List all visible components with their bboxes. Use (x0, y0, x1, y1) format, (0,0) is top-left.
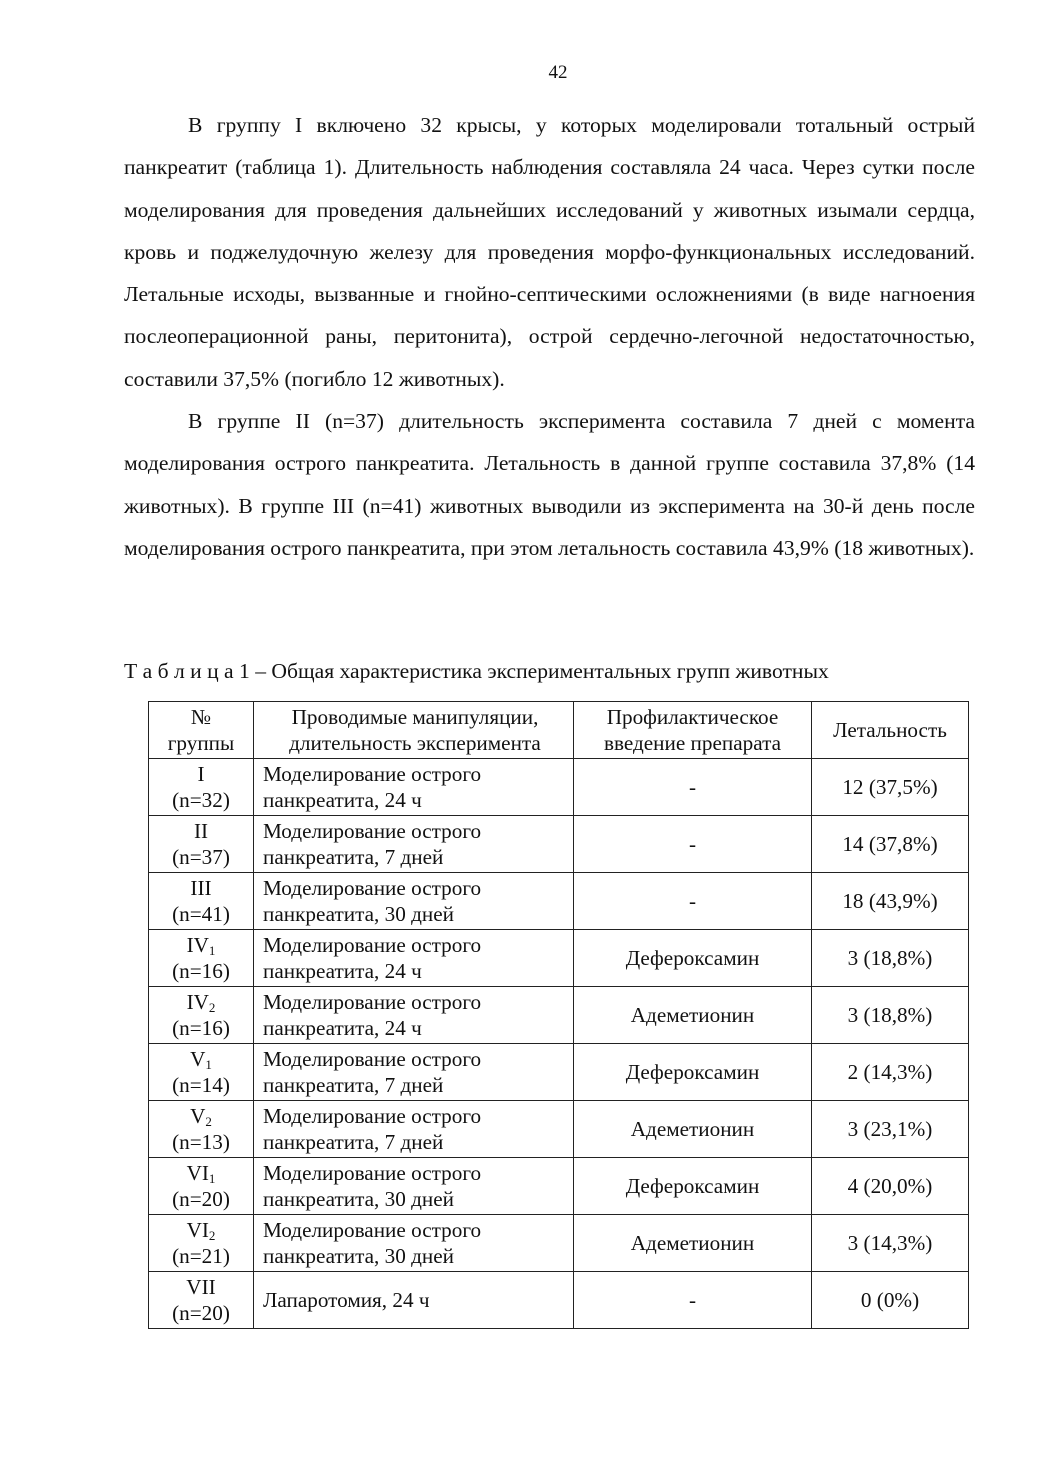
group-numeral: VII (186, 1274, 216, 1299)
header-prevention-line-2: введение препарата (603, 730, 782, 755)
cell-prevention: - (574, 759, 812, 816)
cell-group (149, 930, 254, 987)
header-procedure-line-1: Проводимые манипуляции, (291, 704, 539, 729)
cell-procedure (254, 1044, 574, 1101)
table-row (149, 1044, 969, 1101)
group-size: (n=20) (172, 1186, 230, 1211)
procedure-line: панкреатита, 24 ч (263, 1015, 422, 1040)
cell-group (149, 816, 254, 873)
procedure-line: панкреатита, 30 дней (263, 1186, 454, 1211)
group-subscript: 1 (208, 942, 216, 958)
procedure-line: Моделирование острого (263, 1160, 482, 1185)
group-subscript: 2 (208, 999, 216, 1015)
table-row (149, 1272, 969, 1329)
groups-table (148, 701, 969, 1329)
group-numeral: VI (186, 1160, 209, 1185)
cell-lethality: 3 (14,3%) (812, 1215, 969, 1272)
procedure-line: Моделирование острого (263, 1217, 482, 1242)
cell-group (149, 1044, 254, 1101)
group-id (187, 933, 216, 957)
cell-group (149, 873, 254, 930)
group-numeral: IV (186, 932, 209, 957)
cell-lethality: 14 (37,8%) (812, 816, 969, 873)
procedure-line: Моделирование острого (263, 932, 482, 957)
page-number: 42 (548, 62, 568, 83)
procedure-line: панкреатита, 30 дней (263, 901, 454, 926)
group-size: (n=20) (172, 1300, 230, 1325)
group-size: (n=16) (172, 1015, 230, 1040)
cell-procedure (254, 873, 574, 930)
procedure-line: Моделирование острого (263, 989, 482, 1014)
procedure-line: Моделирование острого (263, 1046, 482, 1071)
cell-prevention: Дефероксамин (574, 930, 812, 987)
cell-lethality: 18 (43,9%) (812, 873, 969, 930)
cell-lethality: 2 (14,3%) (812, 1044, 969, 1101)
procedure-line: Моделирование острого (263, 818, 482, 843)
cell-procedure (254, 759, 574, 816)
cell-prevention: - (574, 1272, 812, 1329)
procedure-line: панкреатита, 30 дней (263, 1243, 454, 1268)
group-id (190, 1104, 212, 1128)
cell-prevention: Дефероксамин (574, 1158, 812, 1215)
group-numeral: IV (186, 989, 209, 1014)
cell-prevention: Адеметионин (574, 1101, 812, 1158)
table-row (149, 930, 969, 987)
procedure-line: панкреатита, 24 ч (263, 787, 422, 812)
cell-procedure (254, 816, 574, 873)
body-text (124, 104, 975, 569)
group-id (190, 1047, 212, 1071)
cell-group (149, 1215, 254, 1272)
group-numeral: VI (186, 1217, 209, 1242)
group-size: (n=16) (172, 958, 230, 983)
table-body (149, 759, 969, 1329)
table-row (149, 1158, 969, 1215)
header-prevention-line-1: Профилактическое (606, 704, 779, 729)
cell-prevention: - (574, 873, 812, 930)
table-row (149, 1101, 969, 1158)
header-procedure-line-2: длительность эксперимента (289, 730, 541, 755)
procedure-line: Моделирование острого (263, 1103, 482, 1128)
group-numeral: II (193, 818, 209, 843)
group-subscript: 2 (208, 1227, 216, 1243)
cell-prevention: Дефероксамин (574, 1044, 812, 1101)
group-id (194, 819, 208, 843)
cell-procedure (254, 1215, 574, 1272)
group-numeral: V (190, 1046, 206, 1071)
group-subscript: 1 (208, 1170, 216, 1186)
header-lethality: Летальность (812, 702, 969, 759)
group-id (187, 1161, 216, 1185)
group-size: (n=21) (172, 1243, 230, 1268)
group-size: (n=32) (172, 787, 230, 812)
cell-procedure (254, 1158, 574, 1215)
group-size: (n=37) (172, 844, 230, 869)
group-subscript: 1 (205, 1056, 212, 1072)
cell-lethality: 3 (23,1%) (812, 1101, 969, 1158)
table-row (149, 759, 969, 816)
group-id (190, 876, 211, 900)
cell-procedure (254, 987, 574, 1044)
header-group-line-2: группы (167, 730, 235, 755)
cell-lethality: 0 (0%) (812, 1272, 969, 1329)
procedure-line: панкреатита, 7 дней (263, 1129, 444, 1154)
cell-lethality: 3 (18,8%) (812, 930, 969, 987)
header-prevention (574, 702, 812, 759)
header-group (149, 702, 254, 759)
table-caption: Т а б л и ц а 1 – Общая характеристика экспериментальных групп животных (124, 659, 829, 683)
cell-group (149, 1158, 254, 1215)
group-subscript: 2 (205, 1113, 212, 1129)
group-size: (n=13) (172, 1129, 230, 1154)
group-id (187, 1218, 216, 1242)
cell-prevention: - (574, 816, 812, 873)
procedure-line: панкреатита, 7 дней (263, 844, 444, 869)
group-numeral: V (190, 1103, 206, 1128)
header-group-line-1: № (190, 704, 212, 729)
procedure-line: панкреатита, 7 дней (263, 1072, 444, 1097)
cell-prevention: Адеметионин (574, 987, 812, 1044)
cell-procedure (254, 930, 574, 987)
cell-group (149, 759, 254, 816)
group-size: (n=41) (172, 901, 230, 926)
group-size: (n=14) (172, 1072, 230, 1097)
group-numeral: III (190, 875, 212, 900)
procedure-line: панкреатита, 24 ч (263, 958, 422, 983)
procedure-line: Лапаротомия, 24 ч (263, 1287, 430, 1312)
table-row (149, 873, 969, 930)
cell-group (149, 1272, 254, 1329)
table-row (149, 987, 969, 1044)
cell-lethality: 3 (18,8%) (812, 987, 969, 1044)
group-id (186, 1275, 215, 1299)
table-header-row (149, 702, 969, 759)
group-id (197, 762, 204, 786)
table-row (149, 816, 969, 873)
group-numeral: I (197, 761, 205, 786)
cell-group (149, 1101, 254, 1158)
cell-group (149, 987, 254, 1044)
cell-procedure (254, 1272, 574, 1329)
procedure-line: Моделирование острого (263, 761, 482, 786)
procedure-line: Моделирование острого (263, 875, 482, 900)
header-procedure (254, 702, 574, 759)
cell-lethality: 4 (20,0%) (812, 1158, 969, 1215)
table-row (149, 1215, 969, 1272)
group-id (187, 990, 216, 1014)
paragraph-1: В группу I включено 32 крысы, у которых моделировали тотальный острый панкреатит (таблица 1). Длительность наблюдения составляла 24 часа. Через сутки после моделирования для проведения дальнейших исследований у животных изымали сердца, кровь и поджелудочную железу для проведения морфо-функциональных исследований. Летальные исходы, вызванные и гнойно-септическими осложнениями (в виде нагноения послеоперационной раны, перитонита), острой сердечно-легочной недостаточностью, составили 37,5% (погибло 12 животных). (124, 113, 975, 391)
cell-prevention: Адеметионин (574, 1215, 812, 1272)
cell-lethality: 12 (37,5%) (812, 759, 969, 816)
paragraph-2: В группе II (n=37) длительность эксперимента составила 7 дней с момента моделирования острого панкреатита. Летальность в данной группе составила 37,8% (14 животных). В группе III (n=41) животных выводили из эксперимента на 30-й день после моделирования острого панкреатита, при этом летальность составила 43,9% (18 животных). (124, 409, 975, 560)
cell-procedure (254, 1101, 574, 1158)
